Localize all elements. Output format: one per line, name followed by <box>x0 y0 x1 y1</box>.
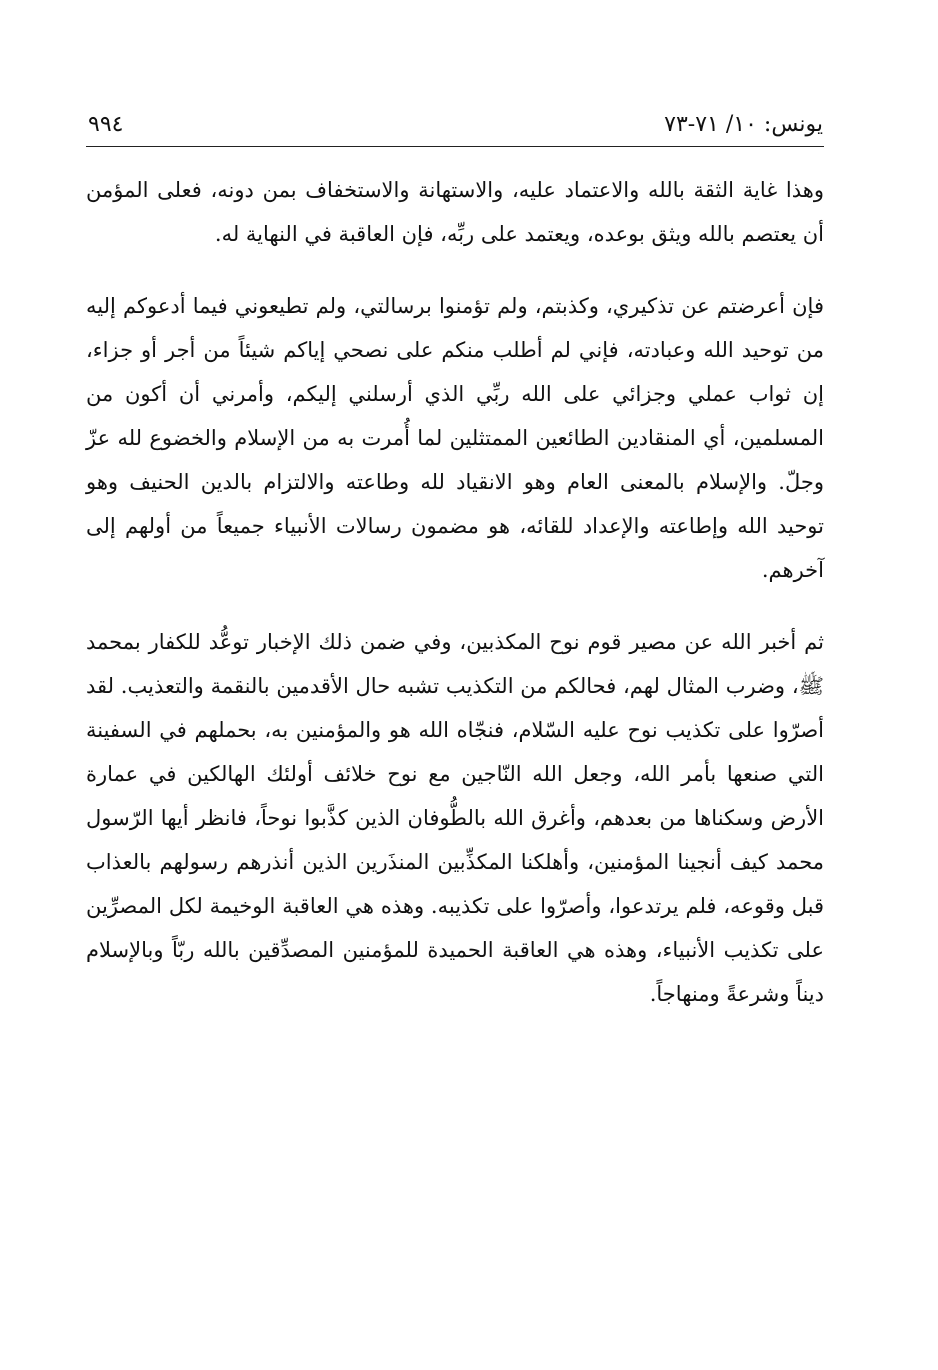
running-head: يونس: ١٠/ ٧١-٧٣ <box>664 112 823 137</box>
paragraph-2: فإن أعرضتم عن تذكيري، وكذبتم، ولم تؤمنوا برسالتي، ولم تطيعوني فيما أدعوكم إليه من توحيد الله وعبادته، فإني لم أطلب منكم على نصحي إياكم شيئاً من أجر أو جزاء، إن ثواب عملي وجزائي على الله ربِّي الذي أرسلني إليكم، وأمرني أن أكون من المسلمين، أي المنقادين الطائعين الممتثلين لما أُمرت به من الإسلام والخضوع لله عزّ وجلّ. والإسلام بالمعنى العام وهو الانقياد لله وطاعته والالتزام بالدين الحنيف وهو توحيد الله وإطاعته والإعداد للقائه، هو مضمون رسالات الأنبياء جميعاً من أولهم إلى آخرهم. <box>86 294 824 582</box>
paragraph-3: ثم أخبر الله عن مصير قوم نوح المكذبين، وفي ضمن ذلك الإخبار توعُّد للكفار بمحمد ﷺ، وضرب المثال لهم، فحالكم من التكذيب تشبه حال الأقدمين بالنقمة والتعذيب. لقد أصرّوا على تكذيب نوح عليه السّلام، فنجّاه الله هو والمؤمنين به، بحملهم في السفينة التي صنعها بأمر الله، وجعل الله النّاجين مع نوح خلائف أولئك الهالكين في عمارة الأرض وسكناها من بعدهم، وأغرق الله بالطُّوفان الذين كذَّبوا نوحاً، فانظر أيها الرّسول محمد كيف أنجينا المؤمنين، وأهلكنا المكذِّبين المنذَرين الذين أنذرهم رسولهم بالعذاب قبل وقوعه، فلم يرتدعوا، وأصرّوا على تكذيبه. وهذه هي العاقبة الوخيمة لكل المصرِّين على تكذيب الأنبياء، وهذه هي العاقبة الحميدة للمؤمنين المصدِّقين بالله ربّاً وبالإسلام ديناً وشرعةً ومنهاجاً. <box>86 630 824 1006</box>
body-text <box>86 168 824 1016</box>
header-rule <box>86 146 824 147</box>
paragraph-1: وهذا غاية الثقة بالله والاعتماد عليه، والاستهانة والاستخفاف بمن دونه، فعلى المؤمن أن يعتصم بالله ويثق بوعده، ويعتمد على ربِّه، فإن العاقبة في النهاية له. <box>86 178 824 246</box>
page-number: ٩٩٤ <box>88 112 124 137</box>
page-header <box>88 108 823 142</box>
